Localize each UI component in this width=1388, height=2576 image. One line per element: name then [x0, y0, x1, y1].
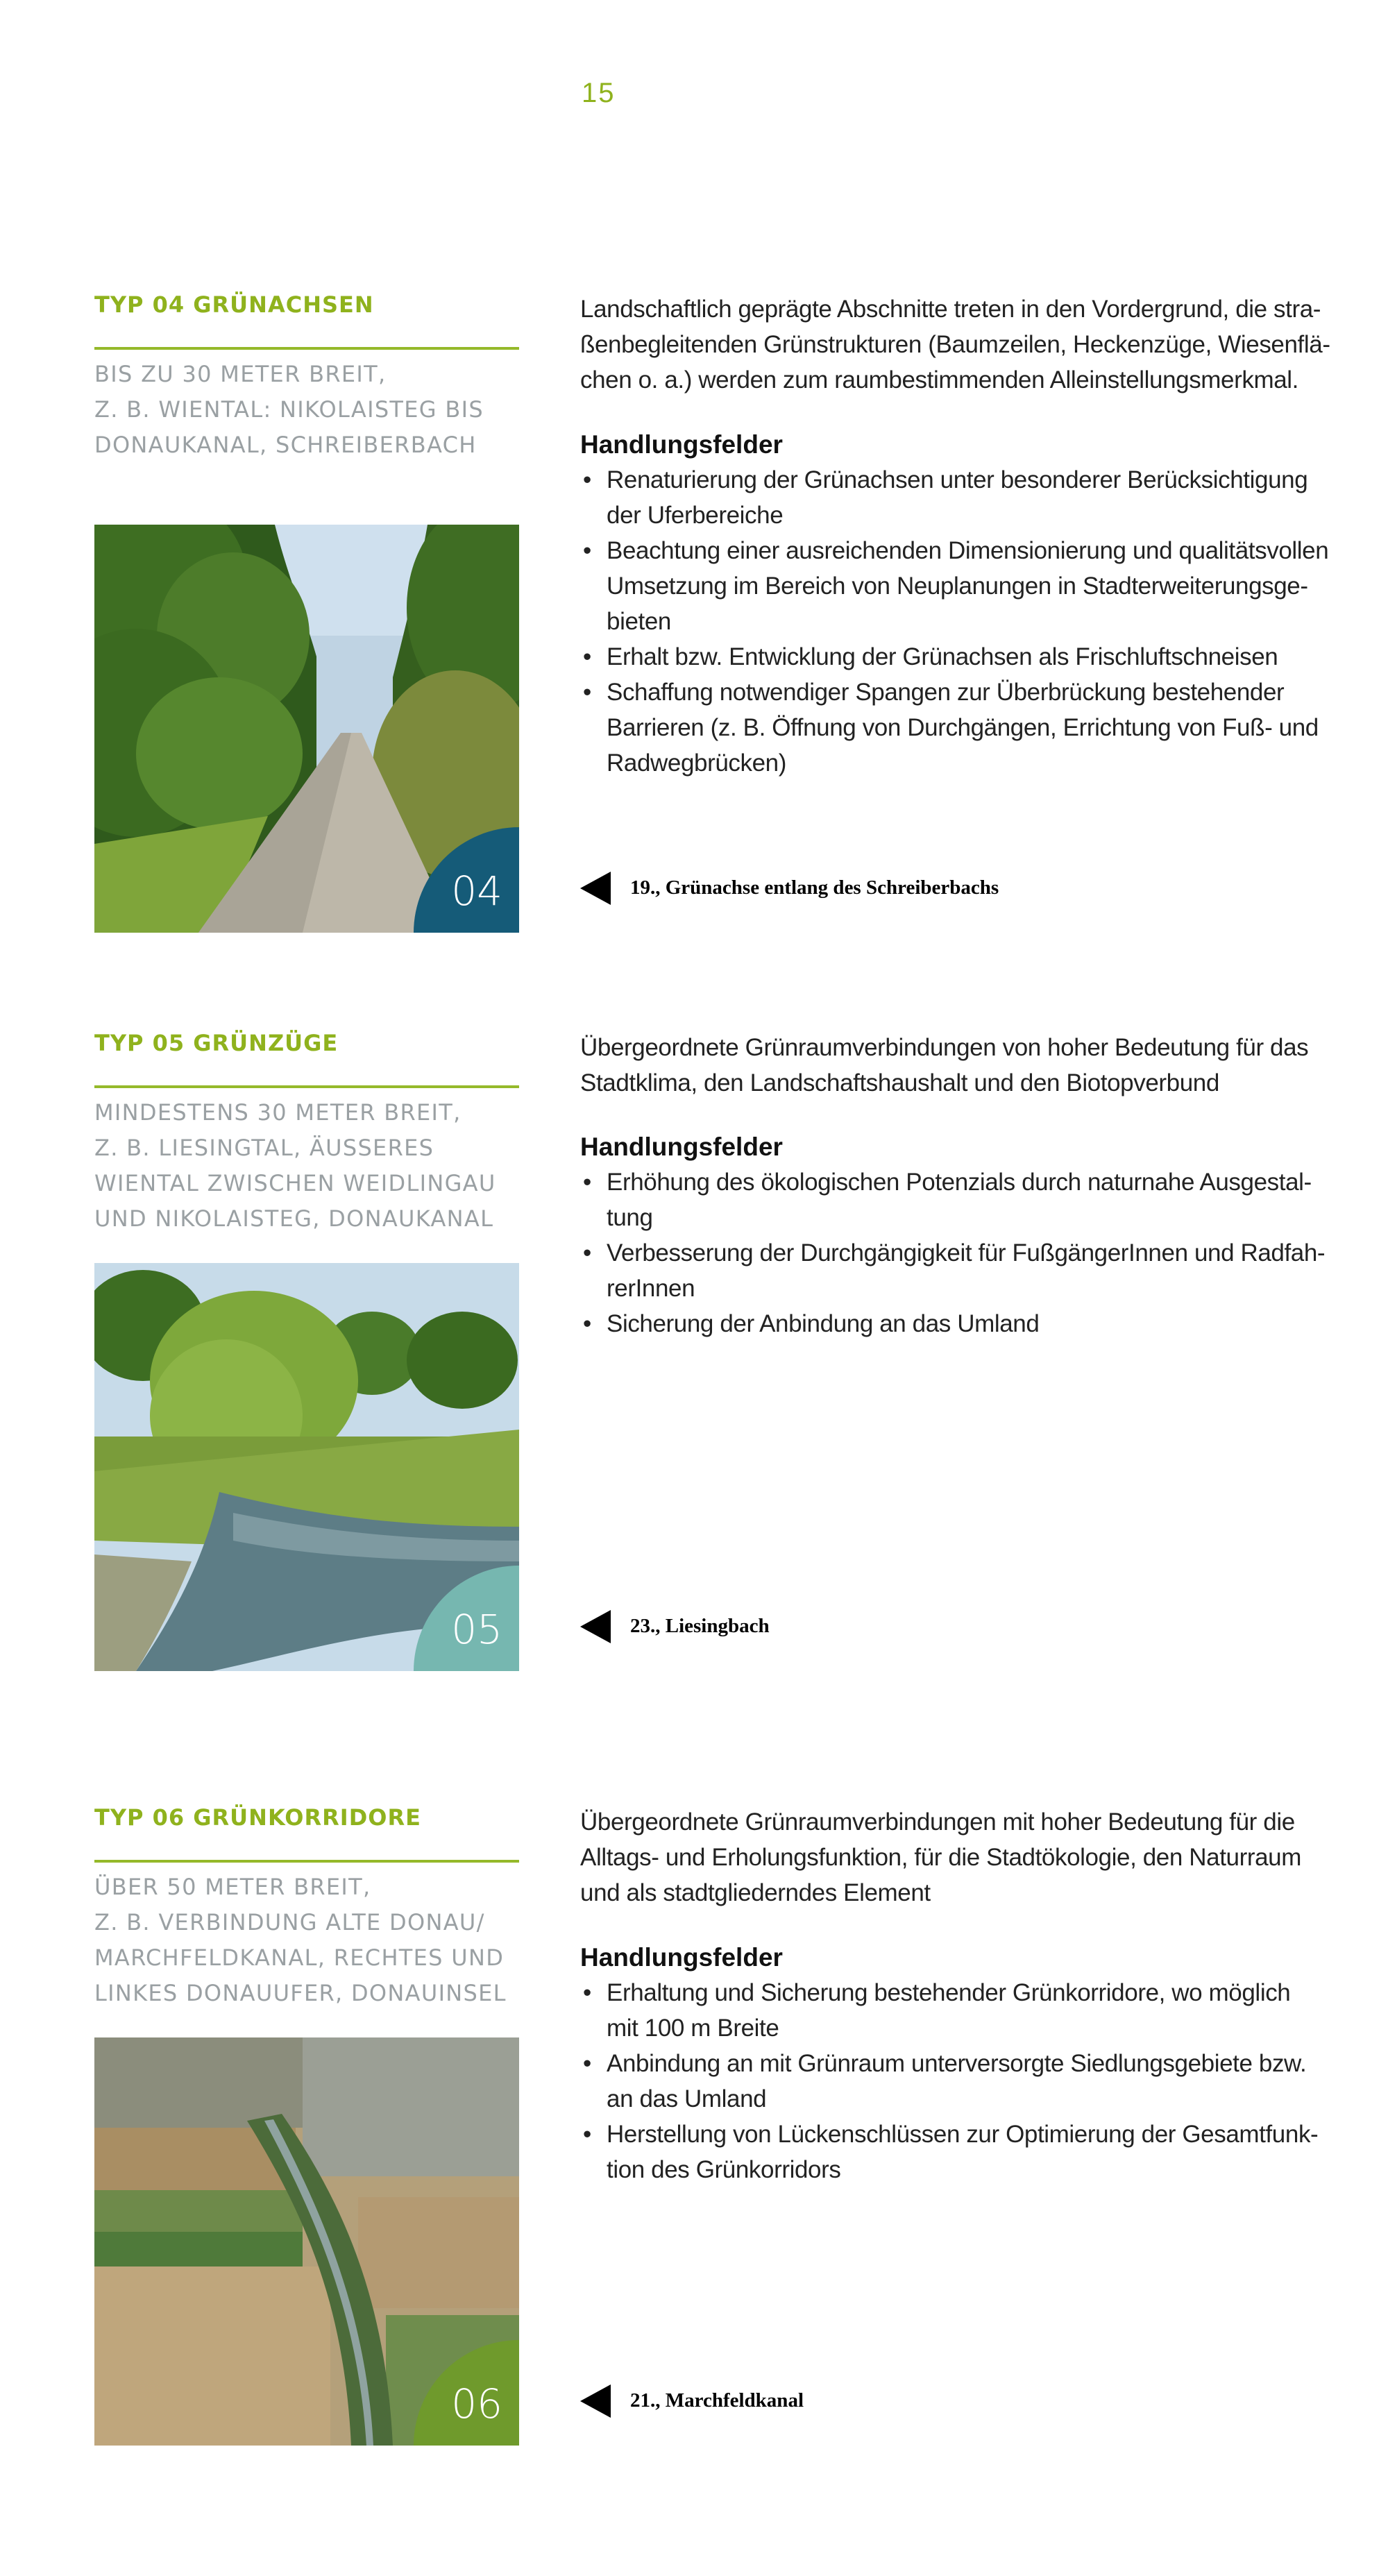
typ-title: TYP 04 GRÜNACHSEN [94, 291, 374, 318]
arrow-left-icon [580, 2384, 611, 2418]
page-number: 15 [582, 78, 616, 108]
arrow-left-icon [580, 1610, 611, 1643]
list-item: • Renaturierung der Grünachsen unter besonderer Berücksichtigung der Uferbereiche [583, 466, 1308, 529]
list-item: • Erhaltung und Sicherung bestehender Grünkorridore, wo möglich mit 100 m Breite [583, 1979, 1291, 2042]
arrow-left-icon [580, 872, 611, 905]
photo-liesingbach [94, 1263, 519, 1671]
typ-specs: ÜBER 50 METER BREIT, Z. B. VERBINDUNG ALTE DONAU/ MARCHFELDKANAL, RECHTES UND LINKES DONAUUFER, DONAUINSEL [94, 1874, 507, 2006]
list-item: • Beachtung einer ausreichenden Dimensionierung und qualitätsvollen Umsetzung im Bereich von Neuplanungen in Stadterweiterungsge- bieten [583, 537, 1329, 635]
photo-marchfeldkanal [94, 2037, 519, 2446]
list-item: • Schaffung notwendiger Spangen zur Überbrückung bestehender Barrieren (z. B. Öffnung von Durchgängen, Errichtung von Fuß- und Radwegbrücken) [583, 679, 1319, 777]
divider [94, 1860, 519, 1863]
list-item: • Anbindung an mit Grünraum unterversorgte Siedlungsgebiete bzw. an das Umland [583, 2050, 1307, 2112]
photo-caption: 21., Marchfeldkanal [580, 2384, 1205, 2419]
section-typ-05 [0, 1030, 1388, 1696]
list-item: • Herstellung von Lückenschlüssen zur Optimierung der Gesamtfunk- tion des Grünkorridors [583, 2121, 1319, 2183]
typ-specs: BIS ZU 30 METER BREIT, Z. B. WIENTAL: NIKOLAISTEG BIS DONAUKANAL, SCHREIBERBACH [94, 361, 484, 458]
badge-number: 04 [451, 867, 502, 915]
typ-specs: MINDESTENS 30 METER BREIT, Z. B. LIESINGTAL, ÄUSSERES WIENTAL ZWISCHEN WEIDLINGAU UND NIKOLAISTEG, DONAUKANAL [94, 1099, 496, 1232]
list-item: • Verbesserung der Durchgängigkeit für FußgängerInnen und Radfah- rerInnen [583, 1239, 1326, 1302]
badge-number: 06 [451, 2380, 502, 2427]
badge-number: 05 [451, 1606, 502, 1653]
intro-text: Landschaftlich geprägte Abschnitte treten in den Vordergrund, die stra- ßenbegleitenden Grünstrukturen (Baumzeilen, Heckenzüge, Wiesenflä- chen o. a.) werden zum raumbestimmenden Alleinstellungsmerkmal. [580, 296, 1330, 393]
typ-title: TYP 06 GRÜNKORRIDORE [94, 1804, 421, 1831]
photo-schreiberbach [94, 525, 519, 933]
divider [94, 347, 519, 350]
section-typ-06 [0, 1804, 1388, 2471]
list-item: • Erhöhung des ökologischen Potenzials durch naturnahe Ausgestal- tung [583, 1169, 1312, 1231]
bullet-list [580, 462, 1330, 781]
bullet-list [580, 1975, 1330, 2187]
intro-text: Übergeordnete Grünraumverbindungen von hoher Bedeutung für das Stadtklima, den Landschaftshaushalt und den Biotopverbund [580, 1034, 1309, 1096]
photo-caption: 23., Liesingbach [580, 1610, 1205, 1645]
list-item: • Sicherung der Anbindung an das Umland [583, 1310, 1040, 1337]
divider [94, 1085, 519, 1088]
handlungsfelder-heading: Handlungsfelder [580, 430, 783, 459]
typ-title: TYP 05 GRÜNZÜGE [94, 1030, 339, 1056]
handlungsfelder-heading: Handlungsfelder [580, 1133, 783, 1161]
bullet-list [580, 1164, 1330, 1341]
section-typ-04 [0, 291, 1388, 944]
list-item: • Erhalt bzw. Entwicklung der Grünachsen als Frischluftschneisen [583, 643, 1278, 670]
photo-caption: 19., Grünachse entlang des Schreiberbachs [580, 872, 1205, 906]
handlungsfelder-heading: Handlungsfelder [580, 1943, 783, 1972]
intro-text: Übergeordnete Grünraumverbindungen mit hoher Bedeutung für die Alltags- und Erholungsfunktion, für die Stadtökologie, den Naturraum und als stadtgliederndes Element [580, 1808, 1301, 1906]
